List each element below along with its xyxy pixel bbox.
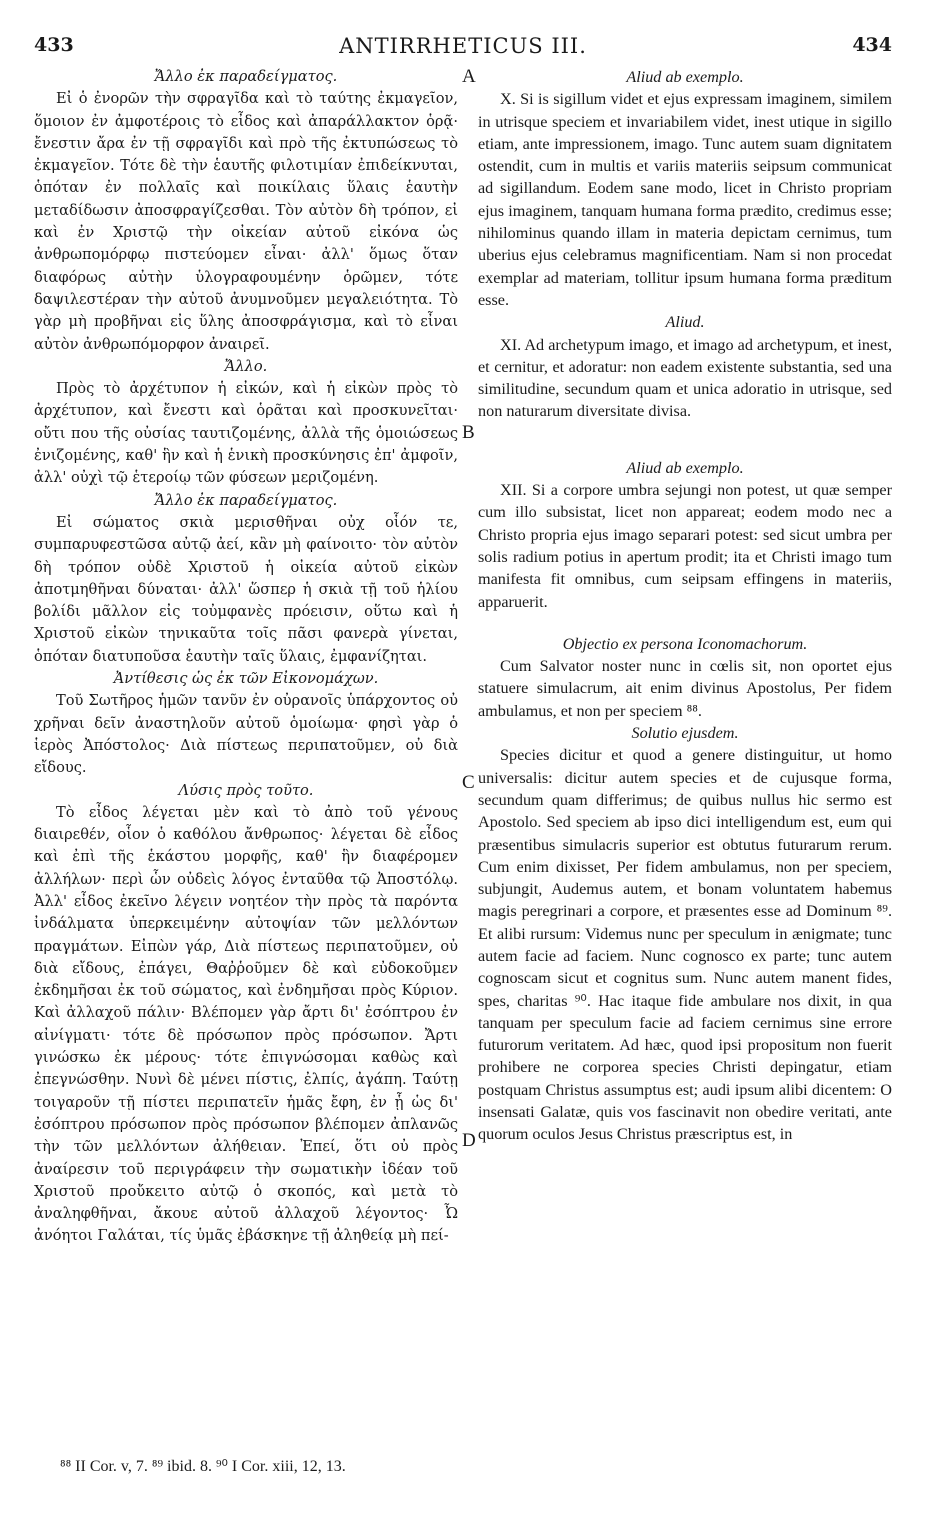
latin-section-title: Aliud. xyxy=(665,313,705,332)
greek-section-4 xyxy=(34,668,458,779)
page-number-left: 433 xyxy=(34,34,74,56)
latin-section-title: Aliud ab exemplo. xyxy=(626,68,744,86)
page-number-right: 434 xyxy=(852,34,892,56)
greek-section-2 xyxy=(34,356,458,490)
latin-section-text: XII. Si a corpore umbra sejungi non potest, ut quæ semper cum illo subsistat, licet non appareat; eodem modo nec a Christo propria ejus imago separari potest: sed sicut umbra per solis radium potius in apertum prodit; ita et Christi imago tum manifesta fit omnibus, cum seipsam effingens in materiis, apparuerit. xyxy=(478,481,892,611)
greek-section-5 xyxy=(34,780,458,1248)
latin-section-title: Solutio ejusdem. xyxy=(631,724,739,743)
greek-section-title: Ἄλλο. xyxy=(224,357,268,375)
latin-section-title: Aliud ab exemplo. xyxy=(626,458,744,477)
greek-section-text: Εἰ σώματος σκιὰ μερισθῆναι οὐχ οἷόν τε, συμπαρυφεστῶσα αὐτῷ ἀεί, κἂν μὴ φαίνοιτο· τὸν αὐτὸν δὴ τρόπον οὐδὲ Χριστοῦ ἡ οἰκεία αὐτοῦ εἰκὼν ἀποτμηθῆναι δύναται· ἀλλ' ὥσπερ ἡ σκιὰ τῇ τοῦ ἡλίου βολίδι μᾶλλον εἰς τοὐμφανὲς πρόεισιν, οὕτω καὶ ἡ Χριστοῦ εἰκὼν τηνικαῦτα τοῖς πᾶσι φανερὰ γίνεται, ὁπόταν διατυποῦσα ἑαυτὴν ταῖς ὕλαις, ἐμφανίζηται. xyxy=(34,513,458,665)
greek-section-title: Ἄλλο ἐκ παραδείγματος. xyxy=(154,68,338,85)
latin-section-5 xyxy=(478,722,892,1146)
latin-section-3 xyxy=(478,457,892,613)
latin-column xyxy=(478,66,892,1146)
greek-section-text: Πρὸς τὸ ἀρχέτυπον ἡ εἰκών, καὶ ἡ εἰκὼν πρὸς τὸ ἀρχέτυπον, καὶ ἔνεστι καὶ ὁρᾶται καὶ προσκυνεῖται· οὔτι που τῆς οὐσίας ταυτιζομένης, ἀλλὰ τῆς ὁμοιώσεως ἐνιζομένης, καθ' ἣν καὶ ἡ ἑνικὴ προσκύνησις ἐπ' ἀμφοῖν, ἀλλ' οὐχὶ τῷ ἑτεροίῳ τῶν φύσεων μεριζομένη. xyxy=(34,380,458,487)
greek-section-text: Εἰ ὁ ἐνορῶν τὴν σφραγῖδα καὶ τὸ ταύτης ἐκμαγεῖον, ὅμοιον ἐν ἀμφοτέροις τὸ εἶδος καὶ ἀπαράλλακτον ὁρᾷ· ἔνεστιν ἄρα ἐν τῇ σφραγῖδι καὶ πρὸ τῆς ἐκτυπώσεως τὸ ἐκμαγεῖον. Τότε δὲ τὴν ἑαυτῆς φιλοτιμίαν ἐπιδείκνυται, ὁπόταν ἐν πολλαῖς καὶ ποικίλαις ὕλαις ἑαυτὴν μεταδίδωσιν ἀποσφραγίζεσθαι. Τὸν αὐτὸν δὴ τρόπον, εἰ καὶ ἐν Χριστῷ τὴν οἰκείαν αὐτοῦ εἰκόνα ὡς ἀνθρωπομόρφῳ πιστεύομεν εἶναι· ἀλλ' ὅμως ὅταν διαφόρως αὐτὴν ὑλογραφουμένην ὁρῶμεν, τότε δαψιλεστέραν τὴν αὐτοῦ ἀνυμνοῦμεν μεγαλειότητα. Τὸ γὰρ μὴ προβῆναι εἰς ὕλης ἀποσφράγισμα, καὶ τὸ εἶναι αὐτὸν ἀνθρωπόμορφον ἀναιρεῖ. xyxy=(34,90,458,353)
greek-section-title: Ἄλλο ἐκ παραδείγματος. xyxy=(154,491,338,509)
greek-section-title: Λύσις πρὸς τοῦτο. xyxy=(178,781,314,799)
margin-letter-b: B xyxy=(462,422,475,443)
greek-section-text: Τοῦ Σωτῆρος ἡμῶν τανῦν ἐν οὐρανοῖς ὑπάρχοντος οὐ χρῆναι δεῖν ἀναστηλοῦν αὐτοῦ ὁμοίωμα· φησὶ γὰρ ὁ ἱερὸς Ἀπόστολος· Διὰ πίστεως περιπατοῦμεν, οὐ διὰ εἴδους. xyxy=(34,692,458,777)
greek-section-3 xyxy=(34,490,458,668)
latin-section-text: Species dicitur et quod a genere distinguitur, ut homo universalis: dicitur autem species et de cujusque forma, secundum quam differimus; de quibus nullus hic sermo est Apostolo. Sed speciem ab ipso dici intelligendum est, eum qui præsentibus simulacris superior est obtutus futurarum rerum. Cum enim dixisset, Per fidem ambulamus, non per speciem, subjungit, Audemus autem, et bonam voluntatem habemus magis peregrinari a corpore, et præsentes esse ad Dominum ⁸⁹. Et alibi rursum: Videmus nunc per speculum in ænigmate; tunc autem facie ad faciem. Nunc cognosco ex parte; tunc autem cognoscam sicut et cognitus sum. Nunc autem manent fides, spes, charitas ⁹⁰. Hac itaque fide ambulare nos dixit, in qua tanquam per speculum facie ad faciem cernimus sine errore futurorum veritatem. Ad hæc, quod ipsi propositum non fuerit prohibere ne corporea species Christi depingatur, etiam postquam Christus assumptus est; audi ipsum alibi dicentem: O insensati Galatæ, quis vos fascinavit non obedire veritati, ante quorum oculos Jesus Christus præscriptus est, in xyxy=(478,746,892,1144)
margin-letter-c: C xyxy=(462,772,475,793)
latin-section-2 xyxy=(478,311,892,422)
running-title: ANTIRRHETICUS III. xyxy=(339,34,587,58)
margin-letter-d: D xyxy=(462,1130,476,1151)
latin-section-title: Objectio ex persona Iconomachorum. xyxy=(562,634,808,653)
latin-section-text: Cum Salvator noster nunc in cœlis sit, non oportet ejus statuere simulacrum, ait enim divinus Apostolus, Per fidem ambulamus, et non per speciem ⁸⁸. xyxy=(478,657,892,720)
latin-section-1 xyxy=(478,66,892,311)
margin-letter-a: A xyxy=(462,66,476,87)
footnotes: ⁸⁸ II Cor. v, 7. ⁸⁹ ibid. 8. ⁹⁰ I Cor. xiii, 12, 13. xyxy=(60,1458,346,1475)
greek-column xyxy=(34,66,458,1248)
latin-section-text: XI. Ad archetypum imago, et imago ad archetypum, et inest, et cernitur, et adoratur: non eadem existente substantia, sed una similitudine, secundum quam et unica adoratio in utrisque, sed non naturarum diversitate divisa. xyxy=(478,335,892,421)
page-header xyxy=(34,34,892,64)
greek-section-text: Τὸ εἶδος λέγεται μὲν καὶ τὸ ἀπὸ τοῦ γένους διαιρεθέν, οἷον ὁ καθόλου ἄνθρωπος· λέγεται δὲ εἶδος καὶ ἐπὶ τῆς ἑκάστου μορφῆς, καθ' ἣν διαφέρομεν ἀλλήλων· περὶ ὧν οὐδεὶς λόγος ἐνταῦθα τῷ Ἀποστόλῳ. Ἀλλ' εἶδος ἐκεῖνο λέγειν νοητέον τὴν πρὸς τὰ παρόντα ἰνδάλματα ὑπερκειμένην αὐτοψίαν τῶν μελλόντων πραγμάτων. Εἰπὼν γάρ, Διὰ πίστεως περιπατοῦμεν, οὐ διὰ εἴδους, ἐπάγει, Θαῤῥοῦμεν δὲ καὶ εὐδοκοῦμεν ἐκδημῆσαι ἐκ τοῦ σώματος, καὶ ἐνδημῆσαι πρὸς Κύριον. Καὶ ἀλλαχοῦ πάλιν· Βλέπομεν γὰρ ἄρτι δι' ἐσόπτρου ἐν αἰνίγματι· τότε δὲ πρόσωπον πρὸς πρόσωπον. Ἄρτι γινώσκω ἐκ μέρους· τότε ἐπιγνώσομαι καθὼς καὶ ἐπεγνώσθην. Νυνὶ δὲ μένει πίστις, ἐλπίς, ἀγάπη. Ταύτῃ τοιγαροῦν τῇ πίστει περιπατεῖν ἡμᾶς ἔφη, ἐν ᾗ ὡς δι' ἐσόπτρου πρόσωπον πρὸς πρόσωπον βλέπομεν ἀπλανῶς τὴν τῶν μελλόντων ἀλήθειαν. Ἐπεί, ὅτι οὐ πρὸς ἀναίρεσιν τοῦ περιγράφειν τὴν σωματικὴν ἰδέαν τοῦ Χριστοῦ προὔκειτο αὐτῷ ὁ σκοπός, καὶ μετὰ τὸ ἀναληφθῆναι, ἄκουε αὐτοῦ ἀλλαχοῦ λέγοντος· Ὦ ἀνόητοι Γαλάται, τίς ὑμᾶς ἐβάσκηνε τῇ ἀληθείᾳ μὴ πεί- xyxy=(34,803,458,1245)
greek-section-title: Ἀντίθεσις ὡς ἐκ τῶν Εἰκονομάχων. xyxy=(113,670,379,688)
latin-section-text: X. Si is sigillum videt et ejus expressam imaginem, similem in utrisque speciem et invariabilem videt, inest utique in sigillo etiam, ante impressionem, imago. Tunc autem suam dignitatem ostendit, cum in multis et variis materiis seipsum communicat ad sigillandum. Eodem sane modo, licet in Christo propriam ejus imaginem, tanquam humana forma prædito, credimus esse; nihilominus quando illam in materia depictam cernimus, tum uberius ejus celebramus magnificentiam. Nam si non procedat exemplar ad materiam, tollitur ipsum humana forma præditum esse. xyxy=(478,90,892,309)
greek-section-1 xyxy=(34,66,458,356)
latin-section-4 xyxy=(478,633,892,722)
